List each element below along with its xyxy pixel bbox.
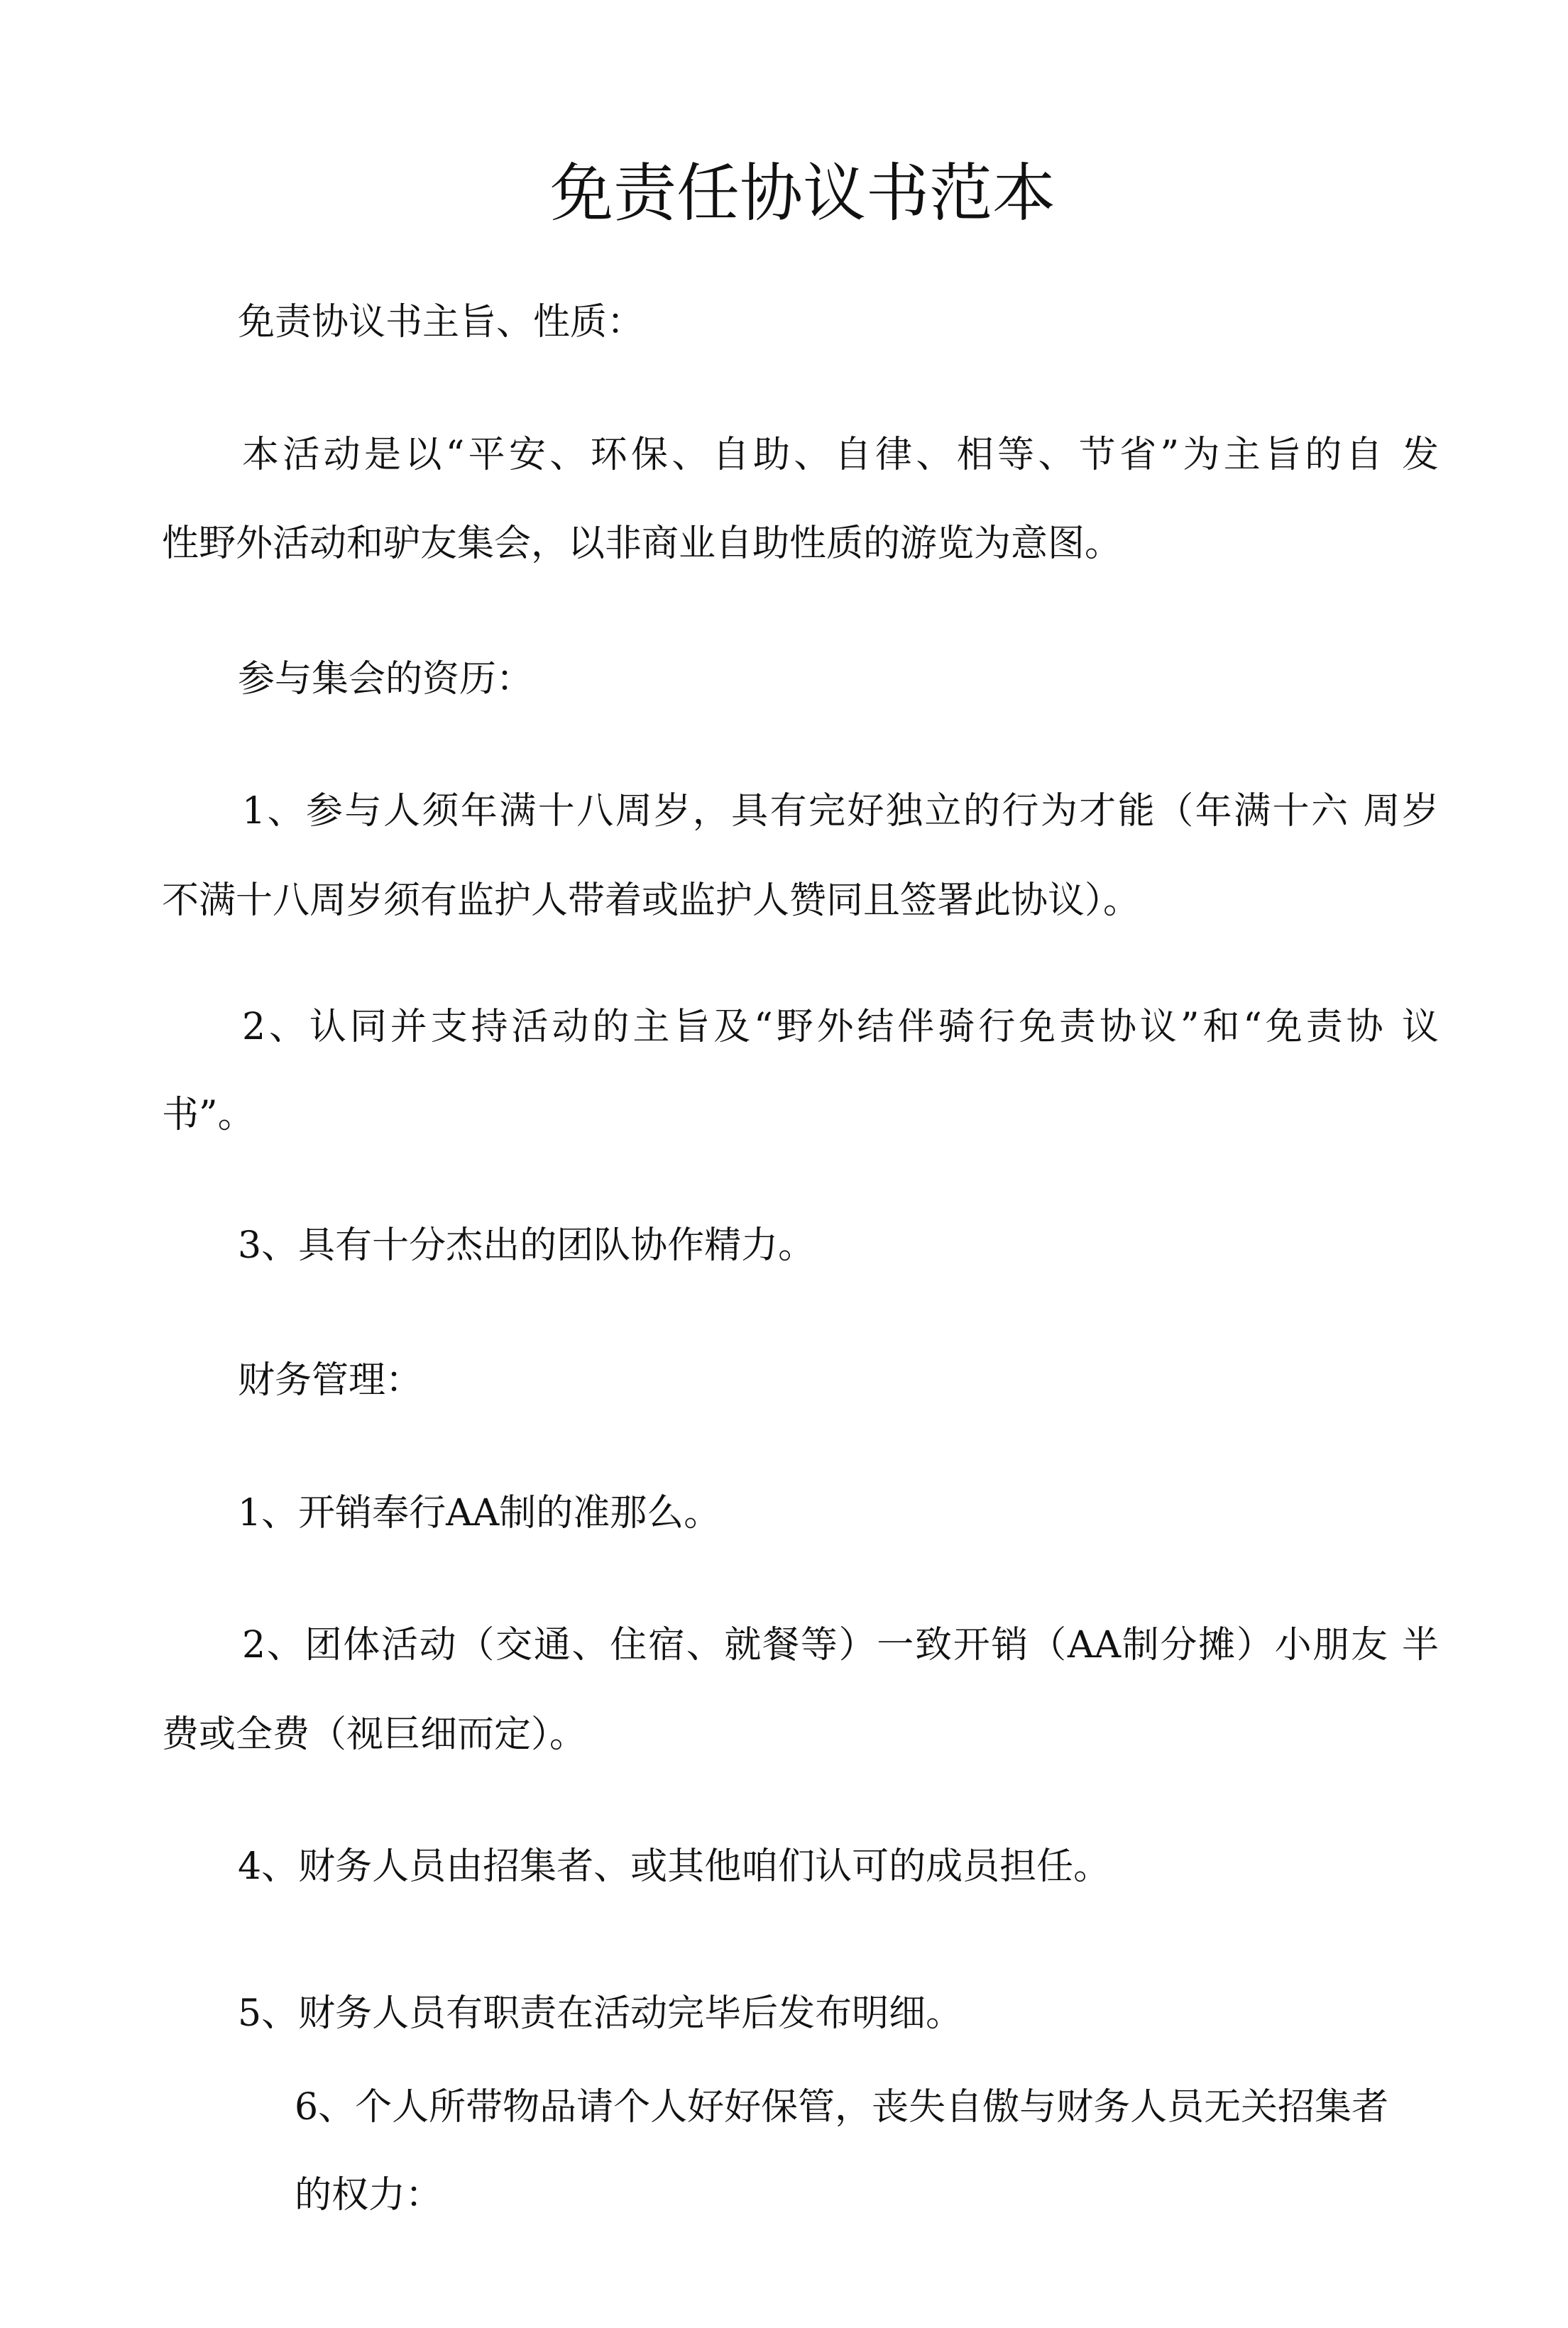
paragraph-line: 4、财务人员由招集者、或其他咱们认可的成员担任。 <box>238 1845 1111 1888</box>
section-heading-finance: 财务管理： <box>238 1359 423 1402</box>
paragraph-line: 5、财务人员有职责在活动完毕后发布明细。 <box>238 1992 963 2035</box>
document-title: 免责任协议书范本 <box>550 156 1056 230</box>
paragraph-line: 本活动是以“平安、环保、自助、自律、相等、节省”为主旨的自 发 <box>242 434 1439 476</box>
paragraph-line: 6、个人所带物品请个人好好保管，丧失自傲与财务人员无关招集者 <box>295 2086 1389 2129</box>
paragraph-line: 1、开销奉行AA制的准那么。 <box>238 1492 721 1534</box>
paragraph-line: 2、认同并支持活动的主旨及“野外结伴骑行免责协议”和“免责协 议 <box>242 1006 1439 1048</box>
section-heading-qualification: 参与集会的资历： <box>238 658 534 701</box>
paragraph-line: 1、参与人须年满十八周岁，具有完好独立的行为才能（年满十六 周岁 <box>242 790 1439 833</box>
paragraph-line: 3、具有十分杰出的团队协作精力。 <box>238 1224 816 1267</box>
paragraph-line: 书”。 <box>162 1094 255 1136</box>
paragraph-line: 费或全费（视巨细而定）。 <box>162 1713 587 1756</box>
section-heading-purpose: 免责协议书主旨、性质： <box>238 301 645 344</box>
paragraph-line: 性野外活动和驴友集会，以非商业自助性质的游览为意图。 <box>162 522 1122 565</box>
paragraph-line: 的权力： <box>295 2174 443 2217</box>
paragraph-line: 2、团体活动（交通、住宿、就餐等）一致开销（AA制分摊）小朋友 半 <box>242 1624 1439 1667</box>
paragraph-line: 不满十八周岁须有监护人带着或监护人赞同且签署此协议）。 <box>162 879 1141 922</box>
